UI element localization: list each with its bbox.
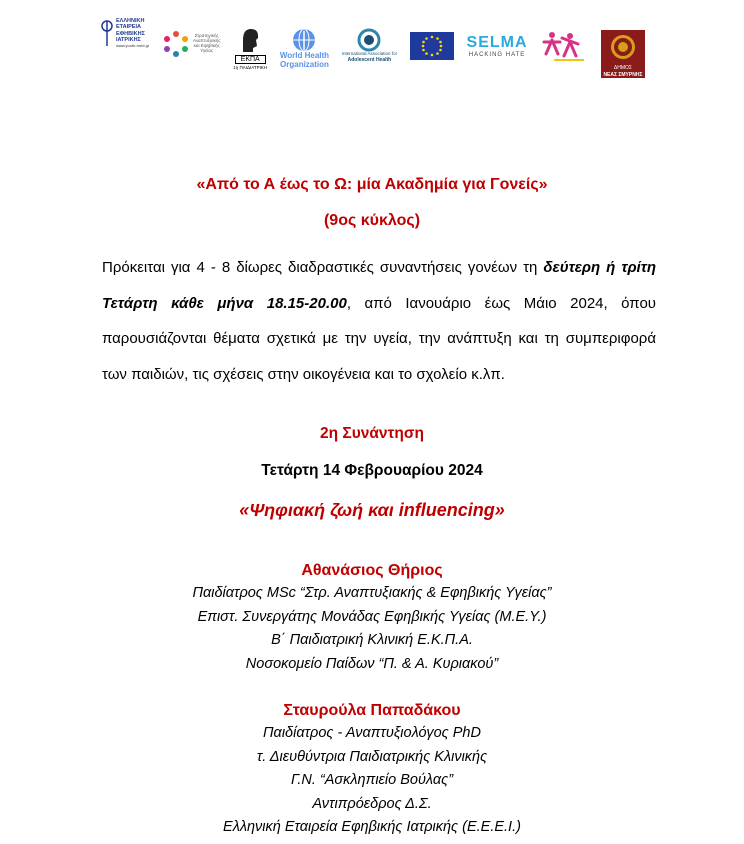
speaker-credential: τ. Διευθύντρια Παιδιατρικής Κλινικής: [256, 748, 488, 765]
selma-sub: HACKING HATE: [468, 52, 526, 58]
ekpa-logo: [233, 26, 267, 70]
eu-flag-logo: [410, 32, 454, 60]
hsam-logo: [100, 18, 149, 48]
cycle-label: (9ος κύκλος): [323, 212, 421, 229]
nea-smyrni-emblem-icon: [601, 30, 645, 66]
meeting-date: Τετάρτη 14 Φεβρουαρίου 2024: [261, 462, 483, 479]
development-logo: [162, 30, 221, 58]
speaker-credential: Γ.Ν. “Ασκληπιείο Βούλας”: [290, 772, 454, 788]
who-line-2: Organization: [280, 59, 329, 69]
speaker-credential: Επιστ. Συνεργάτης Μονάδας Εφηβικής Υγείας (Μ.Ε.Υ.): [197, 608, 547, 625]
figures-logo: [540, 30, 588, 62]
smyrni-line-1: ΔΗΜΟΣ: [601, 66, 645, 72]
who-line-1: World Health: [279, 51, 330, 60]
hsam-line-3: ΕΦΗΒΙΚΗΣ: [116, 30, 145, 37]
nea-smyrni-logo: [601, 30, 645, 78]
speaker-credential: Β΄ Παιδιατρική Κλινική Ε.Κ.Π.Α.: [271, 632, 473, 648]
speaker-credential: Αντιπρόεδρος Δ.Σ.: [312, 795, 432, 812]
intro-text-1: Πρόκειται για 4 - 8 δίωρες διαδραστικές συναντήσεις γονέων τη: [102, 259, 544, 276]
ekpa-sub: 1η ΠΑΙΔΙΑΤΡΙΚΗ: [233, 65, 268, 70]
speaker-credential: Παιδίατρος - Αναπτυξιολόγος PhD: [263, 725, 481, 741]
hsam-line-1: ΕΛΛΗΝΙΚΗ: [116, 18, 145, 24]
speaker-name: Σταυρούλα Παπαδάκου: [283, 702, 461, 719]
partner-logos: [100, 18, 645, 82]
who-emblem-icon: [291, 28, 317, 52]
iaah-line-1: International Association for: [341, 51, 398, 56]
jumping-people-icon: [540, 30, 588, 62]
hsam-line-2: ΕΤΑΙΡΕΙΑ: [116, 24, 141, 31]
smyrni-line-2: ΝΕΑΣ ΣΜΥΡΝΗΣ: [601, 72, 645, 78]
hsam-line-4: ΙΑΤΡΙΚΗΣ: [116, 36, 141, 43]
hsam-url: www.youth-med.gr: [116, 43, 150, 49]
development-line-3: και Εφηβικής: [193, 43, 220, 48]
meeting-label: 2η Συνάντηση: [320, 425, 424, 442]
speaker-block: [0, 702, 744, 840]
event-title: «Από το Α έως το Ω: μία Ακαδημία για Γονείς»: [196, 176, 548, 193]
eu-flag-icon: [410, 32, 454, 60]
iaah-emblem-icon: [357, 28, 381, 52]
athena-head-icon: [237, 26, 263, 54]
intro-text-2: , από Ιανουάριο έως Μάιο 2024, όπου παρουσιάζονται θέματα σχετικά με την υγεία, την ανάπτυξη και τη συμπεριφορά των παιδιών, τις σχέσεις στην οικογένεια και το σχολείο κ.λπ.: [102, 294, 656, 383]
selma-title: SELMA: [466, 34, 528, 51]
iaah-logo: [342, 28, 397, 63]
intro-schedule: δεύτερη ή τρίτη Τετάρτη κάθε μήνα 18.15-20.00: [102, 259, 656, 312]
speaker-credential: Παιδίατρος MSc “Στρ. Αναπτυξιακής & Εφηβικής Υγείας”: [192, 585, 552, 601]
development-line-4: Υγείας: [200, 47, 214, 53]
development-line-1: Στρατηγικής: [194, 33, 219, 39]
speaker-name: Αθανάσιος Θήριος: [301, 562, 443, 579]
iaah-line-2: Adolescent Health: [347, 56, 392, 63]
selma-logo: [467, 34, 528, 58]
who-logo: [280, 28, 329, 70]
intro-paragraph: [102, 250, 656, 392]
meeting-topic: «Ψηφιακή ζωή και influencing»: [239, 500, 505, 520]
ekpa-label: ΕΚΠΑ: [235, 55, 266, 64]
development-line-2: Αναπτυξιακής: [192, 38, 221, 44]
speaker-credential: Νοσοκομείο Παίδων “Π. & Α. Κυριακού”: [245, 655, 499, 672]
speaker-block: [0, 562, 744, 676]
people-circle-icon: [162, 30, 190, 58]
hsam-emblem-icon: [100, 18, 114, 48]
speaker-credential: Ελληνική Εταιρεία Εφηβικής Ιατρικής (Ε.Ε.Ε.Ι.): [223, 819, 521, 835]
